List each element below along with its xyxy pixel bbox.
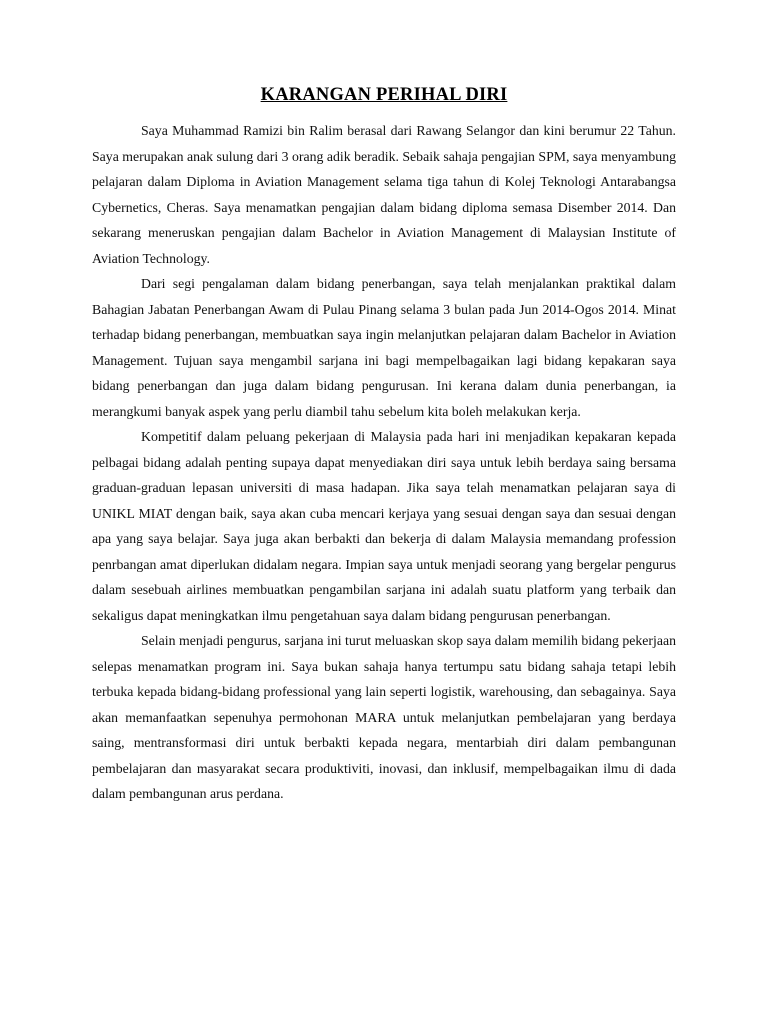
essay-body bbox=[92, 118, 676, 807]
paragraph-4: Selain menjadi pengurus, sarjana ini turut meluaskan skop saya dalam memilih bidang pekerjaan selepas menamatkan program ini. Saya bukan sahaja hanya tertumpu satu bidang sahaja tetapi lebih terbuka kepada bidang-bidang professional yang lain seperti logistik, warehousing, dan sebagainya. Saya akan memanfaatkan sepenuhya permohonan MARA untuk melanjutkan pembelajaran yang berdaya saing, mentransformasi diri untuk berbakti kepada negara, mentarbiah diri dalam pembangunan pembelajaran dan masyarakat secara produktiviti, inovasi, dan inklusif, mempelbagaikan ilmu di dada dalam pembangunan arus perdana. bbox=[92, 633, 676, 801]
paragraph-1: Saya Muhammad Ramizi bin Ralim berasal dari Rawang Selangor dan kini berumur 22 Tahun. Saya merupakan anak sulung dari 3 orang adik beradik. Sebaik sahaja pengajian SPM, saya menyambung pelajaran dalam Diploma in Aviation Management selama tiga tahun di Kolej Teknologi Antarabangsa Cybernetics, Cheras. Saya menamatkan pengajian dalam bidang diploma semasa Disember 2014. Dan sekarang meneruskan pengajian dalam Bachelor in Aviation Management di Malaysian Institute of Aviation Technology. bbox=[92, 123, 676, 266]
page-title: KARANGAN PERIHAL DIRI bbox=[260, 85, 508, 105]
paragraph-3: Kompetitif dalam peluang pekerjaan di Malaysia pada hari ini menjadikan kepakaran kepada pelbagai bidang adalah penting supaya dapat menyediakan diri saya untuk lebih berdaya saing bersama graduan-graduan lepasan universiti di masa hadapan. Jika saya telah menamatkan pelajaran saya di UNIKL MIAT dengan baik, saya akan cuba mencari kerjaya yang sesuai dengan saya dan sesuai dengan apa yang saya belajar. Saya juga akan berbakti dan bekerja di dalam Malaysia memandang profession penrbangan amat diperlukan didalam negara. Impian saya untuk menjadi seorang yang bergelar pengurus dalam sesebuah airlines membuatkan pengambilan sarjana ini adalah suatu platform yang terbaik dan sekaligus dapat meningkatkan ilmu pengetahuan saya dalam bidang pengurusan penerbangan. bbox=[92, 429, 676, 623]
paragraph-2: Dari segi pengalaman dalam bidang penerbangan, saya telah menjalankan praktikal dalam Bahagian Jabatan Penerbangan Awam di Pulau Pinang selama 3 bulan pada Jun 2014-Ogos 2014. Minat terhadap bidang penerbangan, membuatkan saya ingin melanjutkan pelajaran dalam Bachelor in Aviation Management. Tujuan saya mengambil sarjana ini bagi mempelbagaikan lagi bidang kepakaran saya bidang penerbangan dan juga dalam bidang pengurusan. Ini kerana dalam dunia penerbangan, ia merangkumi banyak aspek yang perlu diambil tahu sebelum kita boleh melakukan kerja. bbox=[92, 276, 676, 419]
